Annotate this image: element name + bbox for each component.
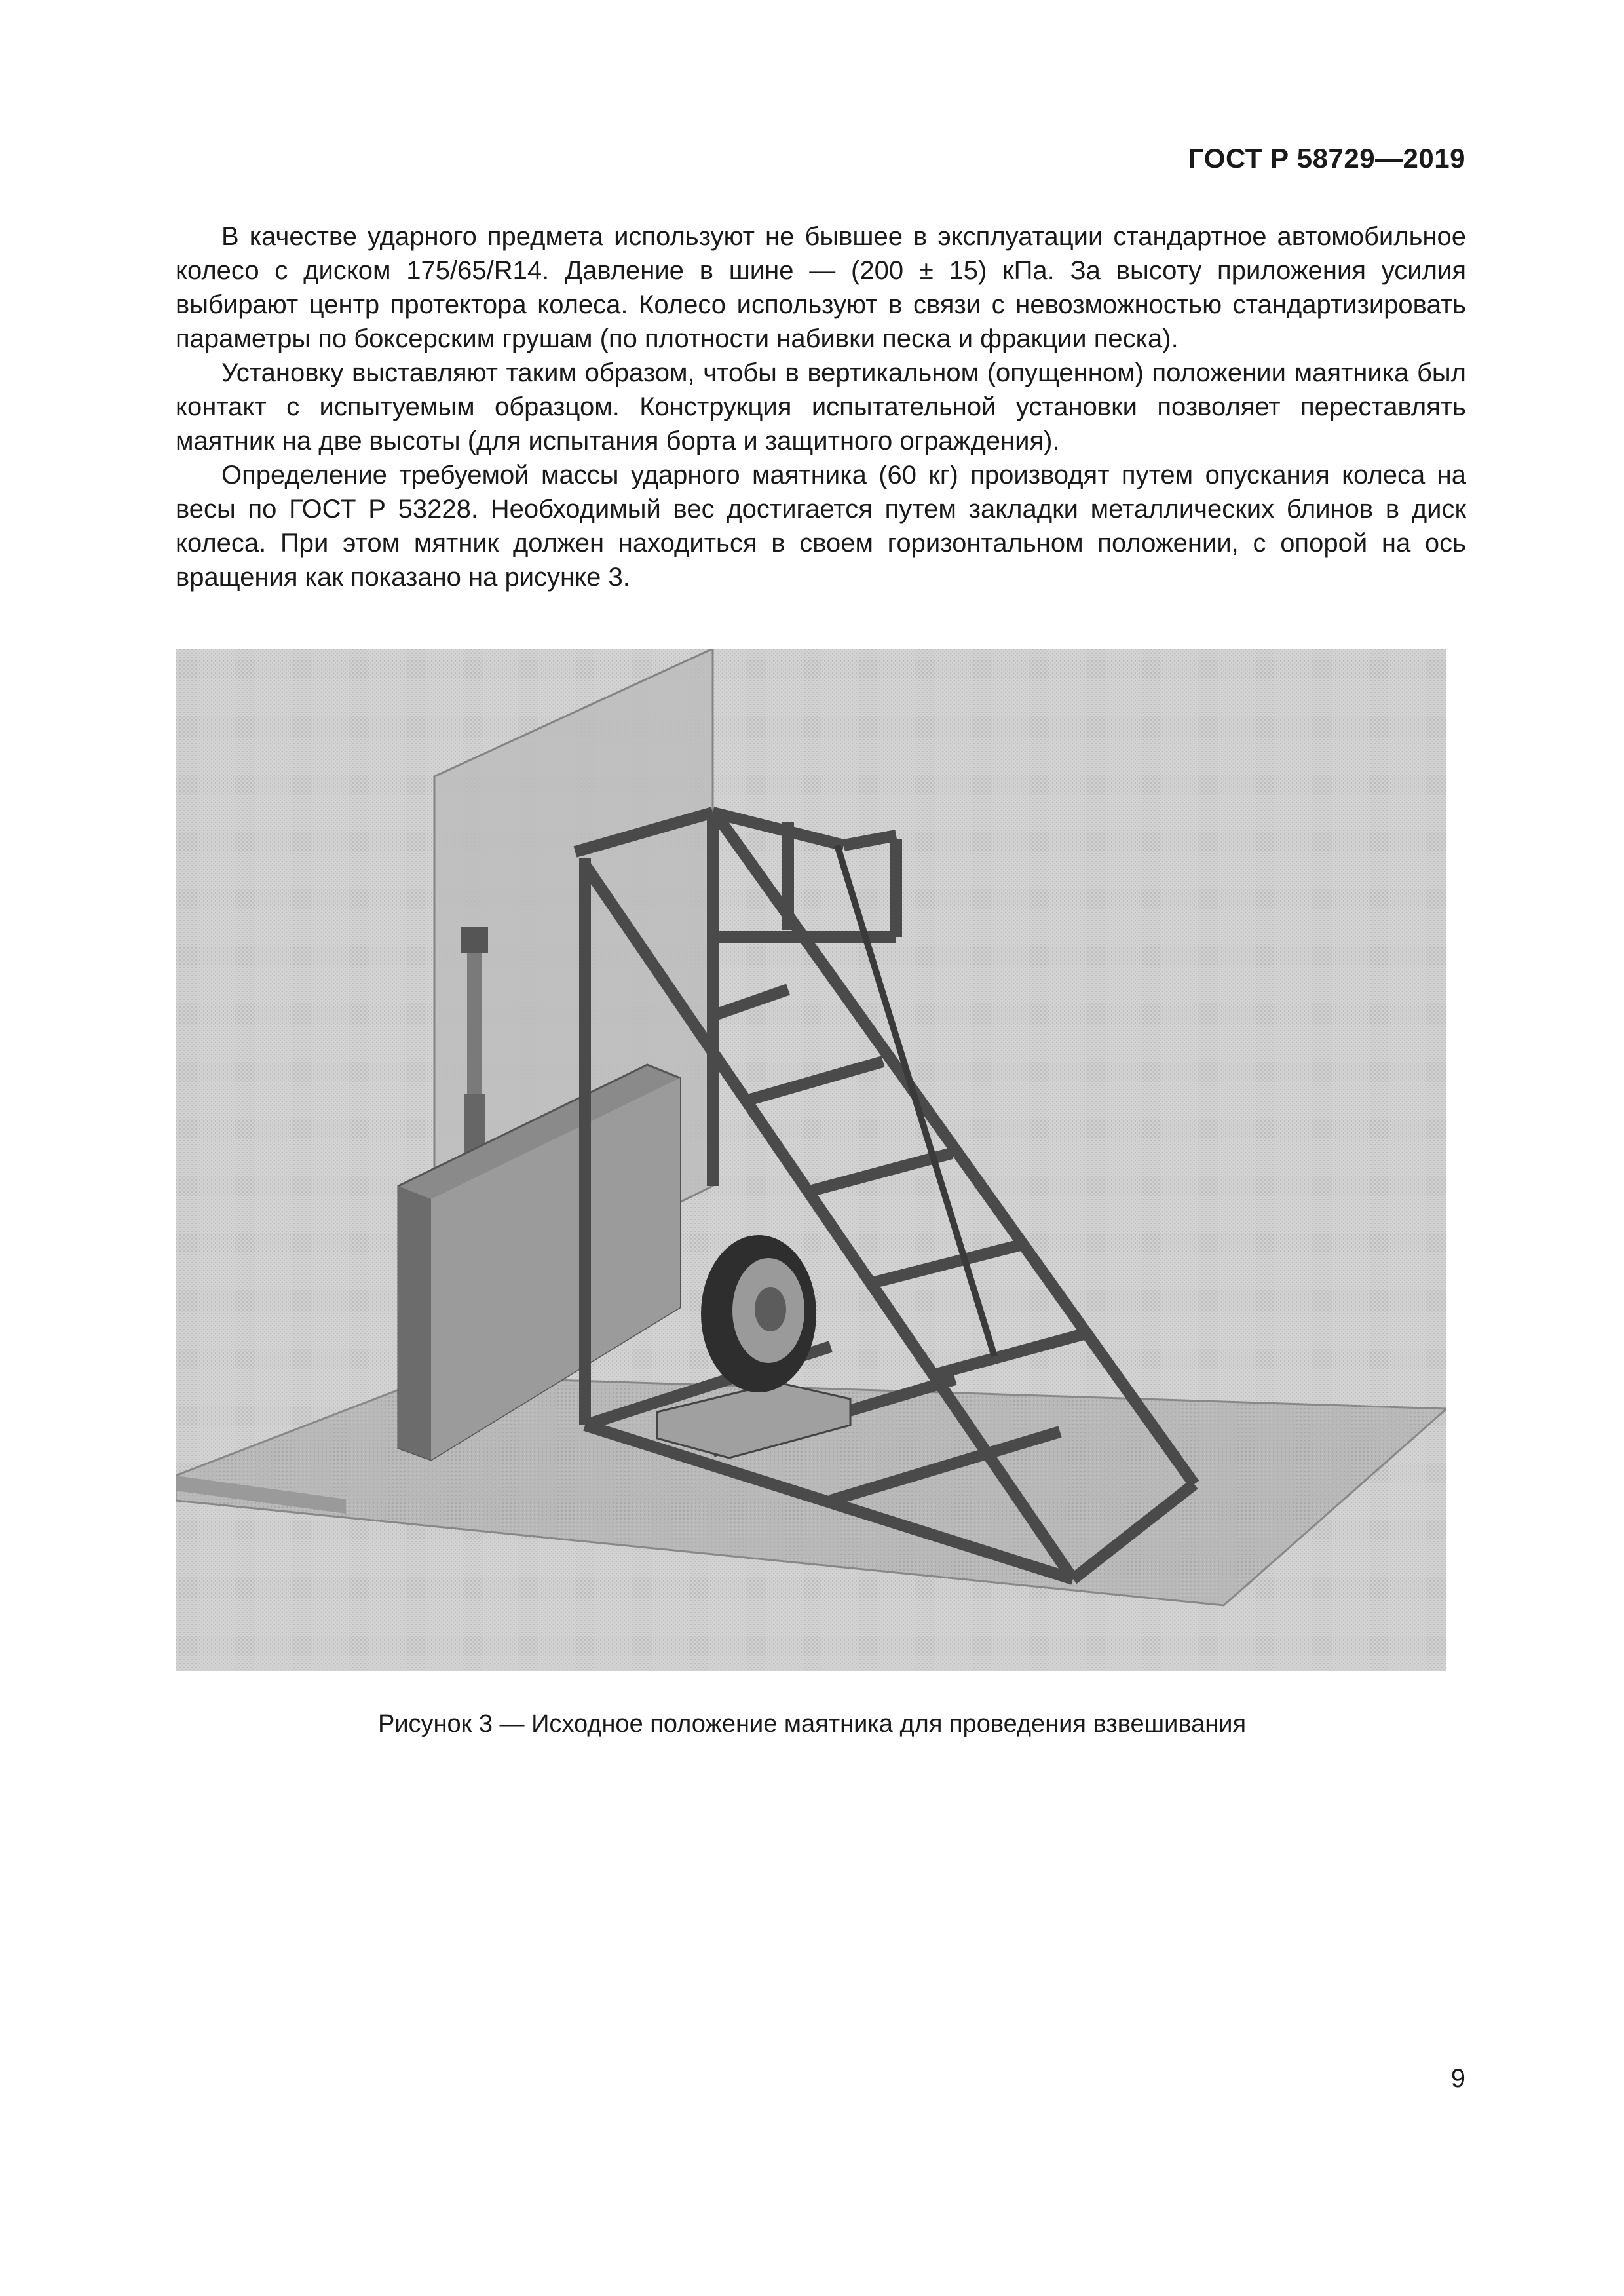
figure-pendulum-test-rig (176, 649, 1446, 1671)
page-number: 9 (1450, 2064, 1465, 2093)
document-header: ГОСТ Р 58729—2019 (1188, 143, 1465, 174)
paragraph-2: Установку выставляют таким образом, чтобы в вертикальном (опущенном) положении маятника был контакт с испытуемым образцом. Конструкция испытательной установки позволяет переставлять маятник на две высоты (для испытания борта и защитного ограждения). (176, 358, 1466, 455)
wheel (701, 1235, 816, 1392)
figure-caption: Рисунок 3 — Исходное положение маятника для проведения взвешивания (377, 1710, 1247, 1738)
body-text (176, 220, 1466, 594)
paragraph-1: В качестве ударного предмета используют не бывшее в эксплуатации стандартное автомобильное колесо с диском 175/65/R14. Давление в шине — (200 ± 15) кПа. За высоту приложения усилия выбирают центр протектора колеса. Колесо используют в связи с невозможностью стандартизировать параметры по боксерским грушам (по плотности набивки песка и фракции песка). (176, 222, 1466, 353)
paragraph-3: Определение требуемой массы ударного маятника (60 кг) производят путем опускания колеса на весы по ГОСТ Р 53228. Необходимый вес достигается путем закладки металлических блинов в диск колеса. При этом мятник должен находиться в своем горизонтальном положении, с опорой на ось вращения как показано на рисунке 3. (176, 461, 1466, 592)
test-rig-illustration (176, 649, 1446, 1671)
